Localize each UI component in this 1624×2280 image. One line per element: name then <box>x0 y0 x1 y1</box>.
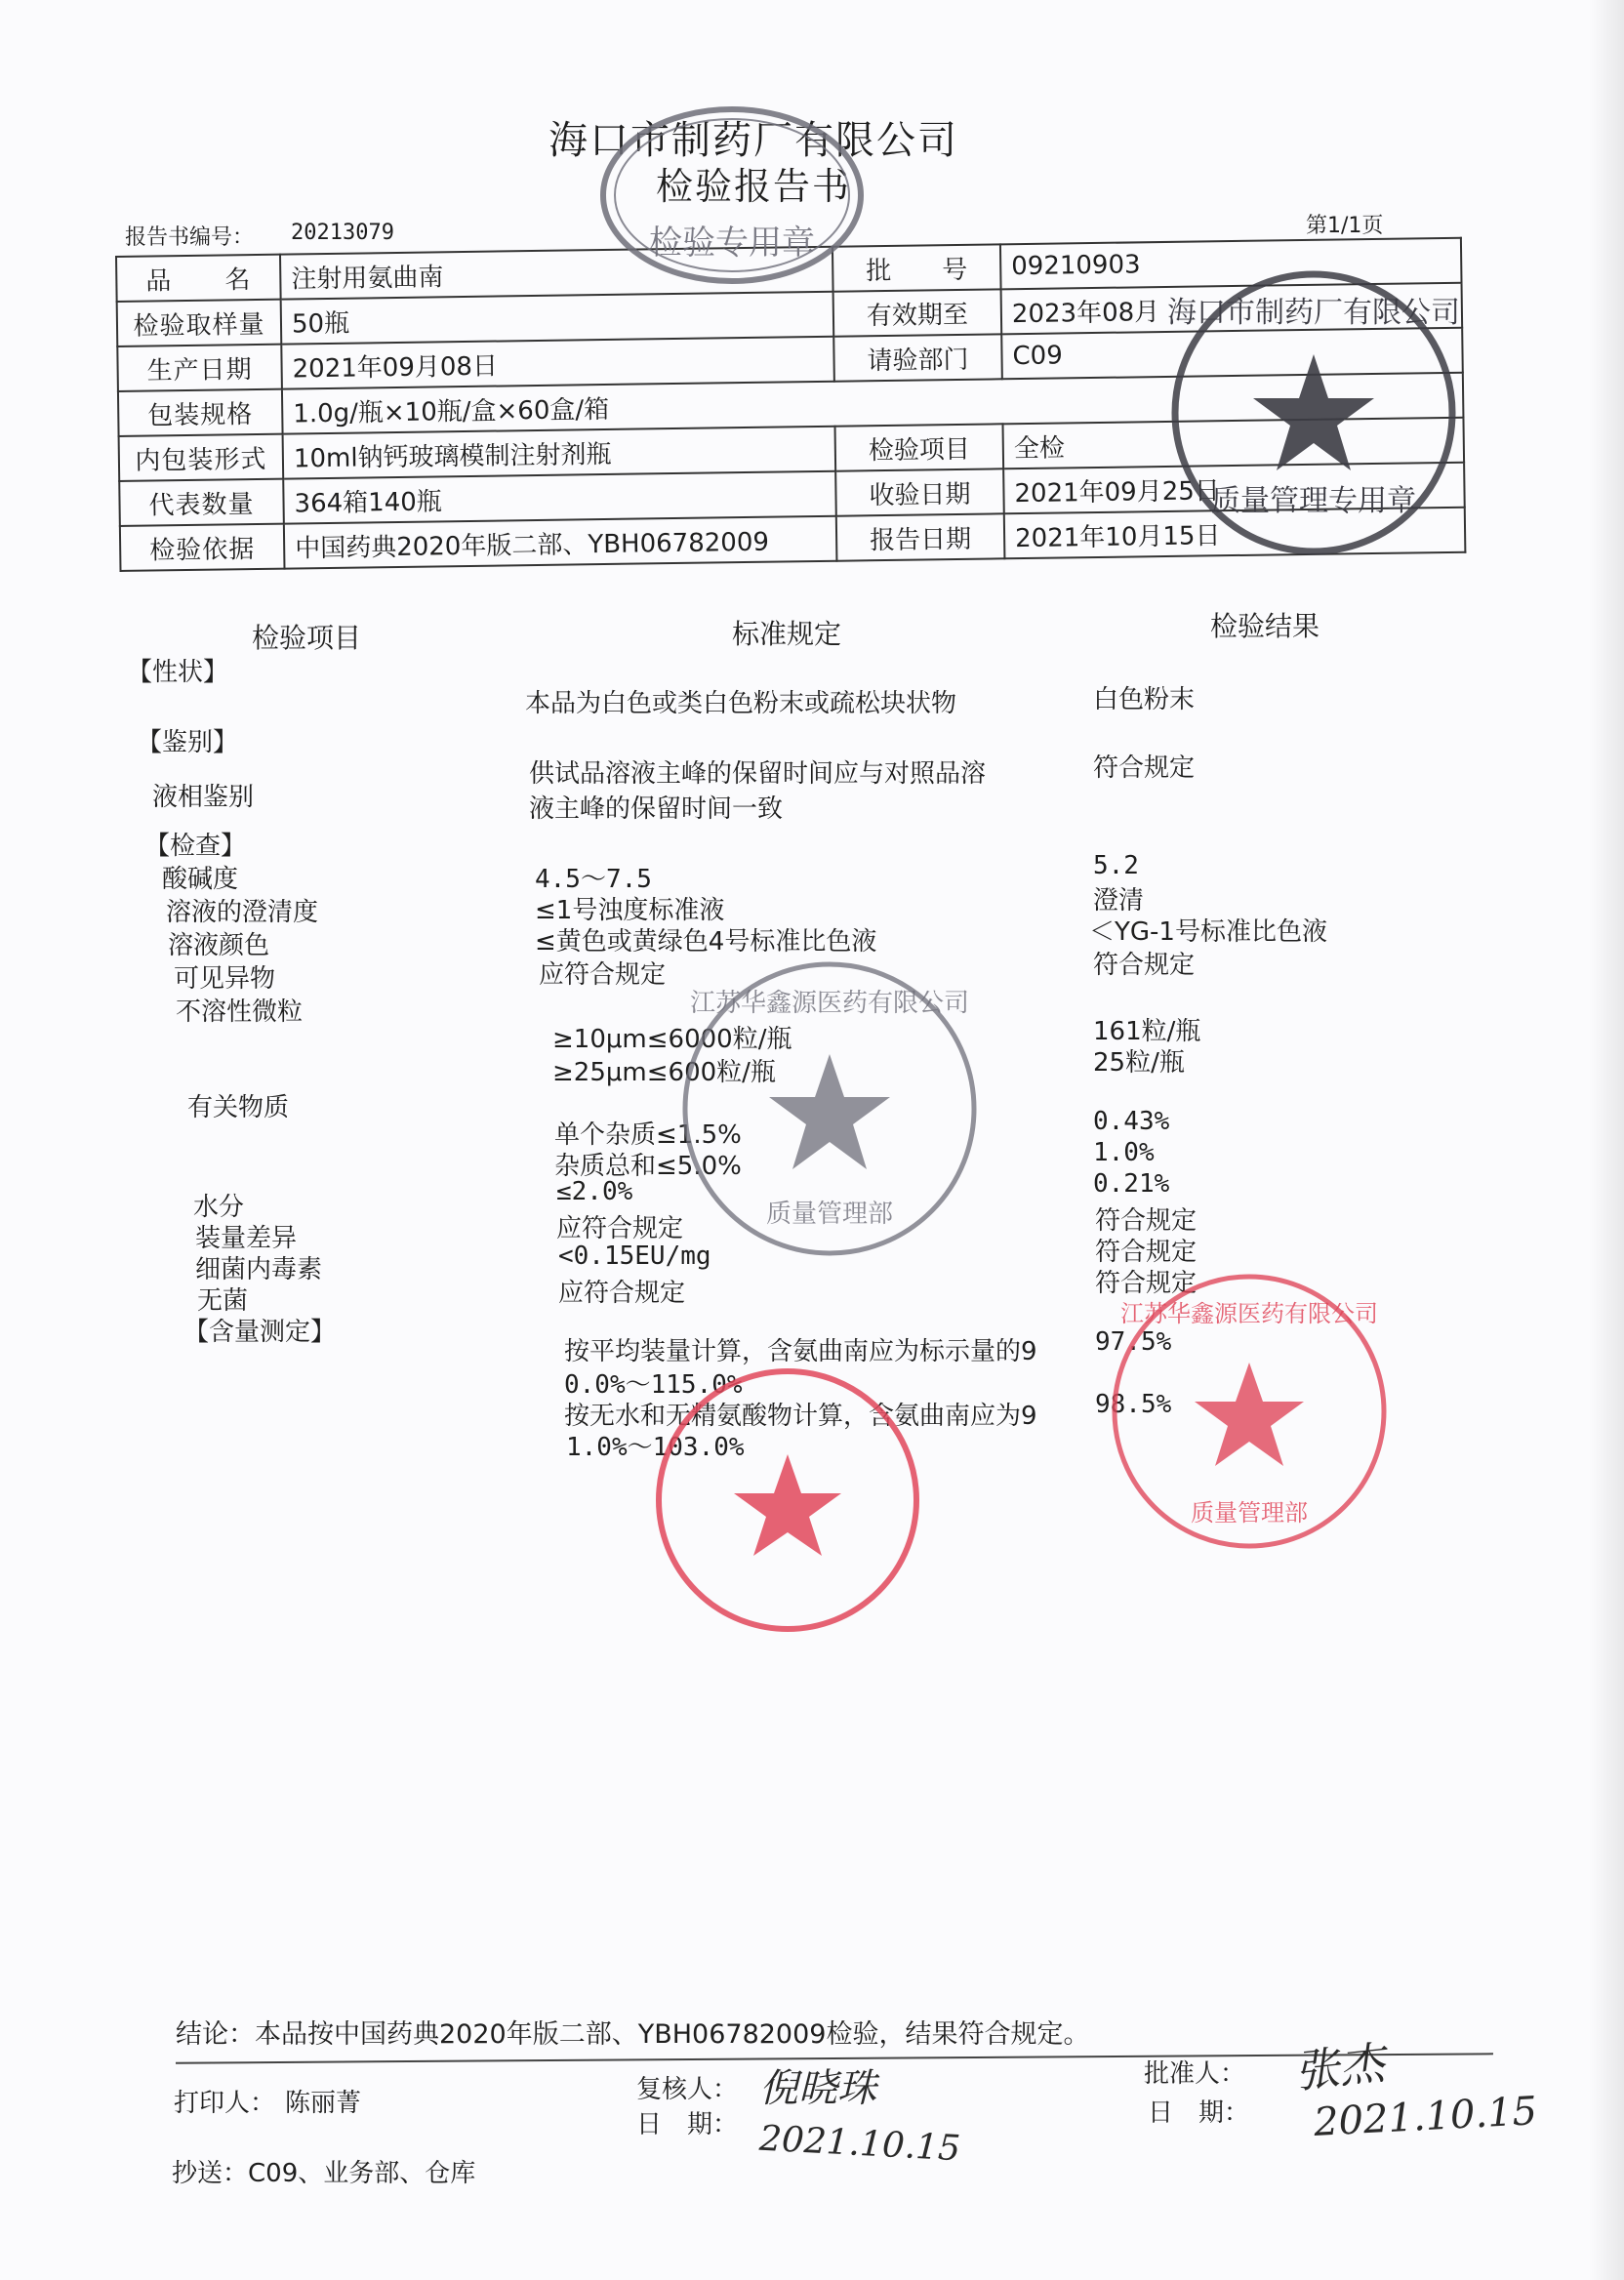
water-standard: ≤2.0% <box>556 1177 633 1206</box>
related-substances-item: 有关物质 <box>187 1093 290 1122</box>
product-name-label: 品 名 <box>116 255 281 302</box>
particle-standard-25um: ≥25μm≤600粒/瓶 <box>552 1058 776 1087</box>
expiry-date: 2023年08月 <box>1001 283 1463 335</box>
report-number-label: 报告书编号： <box>125 225 255 250</box>
color-item: 溶液颜色 <box>168 931 270 960</box>
inspection-seal-text: 检验专用章 <box>649 224 815 263</box>
sterility-result: 符合规定 <box>1095 1269 1198 1298</box>
reviewer-signature: 倪晓珠 <box>759 2066 876 2111</box>
endotoxin-standard: <0.15EU/mg <box>558 1242 711 1271</box>
ph-standard: 4.5～7.5 <box>535 865 652 894</box>
mfg-date-label: 生产日期 <box>117 345 282 391</box>
test-item-label: 检验项目 <box>835 424 1004 470</box>
visible-matter-standard: 应符合规定 <box>539 960 667 990</box>
single-impurity-standard: 单个杂质≤1.5% <box>554 1120 742 1150</box>
qa-seal-stamp <box>1157 262 1470 564</box>
jiangsu-red-seal-text: 质量管理部 <box>1191 1499 1308 1527</box>
fill-variation-result: 符合规定 <box>1095 1206 1198 1236</box>
hplc-item: 液相鉴别 <box>152 783 255 812</box>
batch-label: 批 号 <box>832 244 1001 291</box>
report-date: 2021年10月15日 <box>1004 508 1466 559</box>
assay-standard-2-line1: 按无水和无精氨酸物计算，含氨曲南应为9 <box>564 1402 1037 1431</box>
particle-result-25um: 25粒/瓶 <box>1093 1048 1185 1078</box>
clarity-item: 溶液的澄清度 <box>166 898 319 927</box>
red-seal-center <box>646 1359 929 1642</box>
approver-signature: 张杰 <box>1291 2036 1387 2098</box>
product-name: 注射用氨曲南 <box>280 247 833 300</box>
jiangsu-gray-seal-company: 江苏华鑫源医药有限公司 <box>689 989 970 1018</box>
assay-standard-2-line2: 1.0%～103.0% <box>566 1433 745 1462</box>
company-title: 海口市制药厂有限公司 <box>548 118 958 163</box>
report-date-label: 报告日期 <box>836 513 1005 560</box>
clarity-result: 澄清 <box>1093 886 1145 916</box>
rep-qty: 364箱140瓶 <box>283 471 836 524</box>
fill-variation-item: 装量差异 <box>195 1224 298 1253</box>
jiangsu-red-seal-company: 江苏华鑫源医药有限公司 <box>1120 1300 1378 1327</box>
visible-matter-result: 符合规定 <box>1093 951 1196 980</box>
total-impurity-result: 1.0% <box>1093 1138 1155 1167</box>
pack-spec-label: 包装规格 <box>118 389 283 436</box>
carbon-copy: 抄送：C09、业务部、仓库 <box>172 2159 476 2188</box>
hplc-standard-line2: 液主峰的保留时间一致 <box>529 794 784 824</box>
single-impurity-result: 0.43% <box>1093 1107 1170 1136</box>
total-impurity-standard: 杂质总和≤5.0% <box>554 1152 742 1181</box>
fill-variation-standard: 应符合规定 <box>556 1214 684 1243</box>
endotoxin-result: 符合规定 <box>1095 1238 1198 1267</box>
page-number: 第1/1页 <box>1306 214 1384 238</box>
jiangsu-red-seal-right <box>1103 1265 1396 1558</box>
dept-label: 请验部门 <box>833 334 1002 381</box>
expiry-label: 有效期至 <box>833 289 1002 336</box>
visible-matter-item: 可见异物 <box>174 964 276 994</box>
hplc-result: 符合规定 <box>1093 753 1196 783</box>
report-number: 20213079 <box>291 221 394 245</box>
approve-date: 2021.10.15 <box>1312 2089 1539 2145</box>
jiangsu-gray-seal <box>673 953 986 1265</box>
assay-standard-1-line1: 按平均装量计算，含氨曲南应为标示量的9 <box>564 1337 1037 1366</box>
rep-qty-label: 代表数量 <box>119 479 284 526</box>
jiangsu-gray-seal-text: 质量管理部 <box>765 1200 894 1229</box>
section-identification: 【鉴别】 <box>137 728 239 757</box>
clarity-standard: ≤1号浊度标准液 <box>535 896 725 925</box>
water-result: 0.21% <box>1093 1169 1170 1199</box>
basis-label: 检验依据 <box>120 524 285 571</box>
color-standard: ≤黄色或黄绿色4号标准比色液 <box>535 927 877 957</box>
review-date: 2021.10.15 <box>758 2118 962 2170</box>
dept: C09 <box>1001 328 1463 380</box>
column-header-item: 检验项目 <box>252 622 362 654</box>
section-check: 【检查】 <box>144 832 247 861</box>
sample-qty-label: 检验取样量 <box>117 300 282 346</box>
section-assay: 【含量测定】 <box>183 1318 337 1347</box>
qa-seal-company: 海口市制药厂有限公司 <box>1167 296 1460 330</box>
scan-edge-shadow <box>1589 0 1624 2280</box>
column-header-standard: 标准规定 <box>732 618 842 650</box>
mfg-date: 2021年09月08日 <box>281 337 834 389</box>
sterility-item: 无菌 <box>197 1286 249 1316</box>
particle-result-10um: 161粒/瓶 <box>1093 1017 1201 1046</box>
inspection-seal-stamp <box>586 98 878 293</box>
ph-item: 酸碱度 <box>162 865 239 894</box>
sterility-standard: 应符合规定 <box>558 1279 686 1308</box>
particle-standard-10um: ≥10μm≤6000粒/瓶 <box>552 1025 792 1054</box>
assay-result-1: 97.5% <box>1095 1327 1172 1357</box>
endotoxin-item: 细菌内毒素 <box>195 1255 323 1284</box>
printer-name: 陈丽菁 <box>285 2089 362 2118</box>
particle-item: 不溶性微粒 <box>176 998 304 1027</box>
pack-spec: 1.0g/瓶×10瓶/盒×60盒/箱 <box>282 373 1464 434</box>
approve-date-label: 日 期： <box>1148 2098 1250 2128</box>
conclusion: 结论：本品按中国药典2020年版二部、YBH06782009检验，结果符合规定。 <box>176 2019 1090 2050</box>
appearance-result: 白色粉末 <box>1093 685 1196 714</box>
reviewer-label: 复核人： <box>636 2075 739 2104</box>
basis: 中国药典2020年版二部、YBH06782009 <box>284 516 837 569</box>
hplc-standard-line1: 供试品溶液主峰的保留时间应与对照品溶 <box>529 759 987 789</box>
review-date-label: 日 期： <box>636 2110 739 2139</box>
color-result: ＜YG-1号标准比色液 <box>1089 917 1327 947</box>
water-item: 水分 <box>193 1193 245 1222</box>
receive-date: 2021年09月25日 <box>1003 463 1465 514</box>
printer-label: 打印人： <box>174 2089 276 2118</box>
approver-label: 批准人： <box>1144 2059 1246 2089</box>
inner-pack-label: 内包装形式 <box>119 434 284 481</box>
appearance-standard: 本品为白色或类白色粉末或疏松块状物 <box>525 689 957 718</box>
assay-result-2: 98.5% <box>1095 1390 1172 1419</box>
test-item: 全检 <box>1002 418 1464 469</box>
assay-standard-1-line2: 0.0%～115.0% <box>564 1370 743 1400</box>
ph-result: 5.2 <box>1093 851 1139 880</box>
column-header-result: 检验结果 <box>1210 610 1320 642</box>
section-appearance: 【性状】 <box>127 658 229 687</box>
document-title: 检验报告书 <box>656 165 852 208</box>
qa-seal-text: 质量管理专用章 <box>1211 484 1416 518</box>
receive-date-label: 收验日期 <box>835 468 1004 515</box>
sample-qty: 50瓶 <box>281 292 834 345</box>
inner-pack: 10ml钠钙玻璃模制注射剂瓶 <box>283 427 836 479</box>
batch-number: 09210903 <box>1000 238 1462 290</box>
